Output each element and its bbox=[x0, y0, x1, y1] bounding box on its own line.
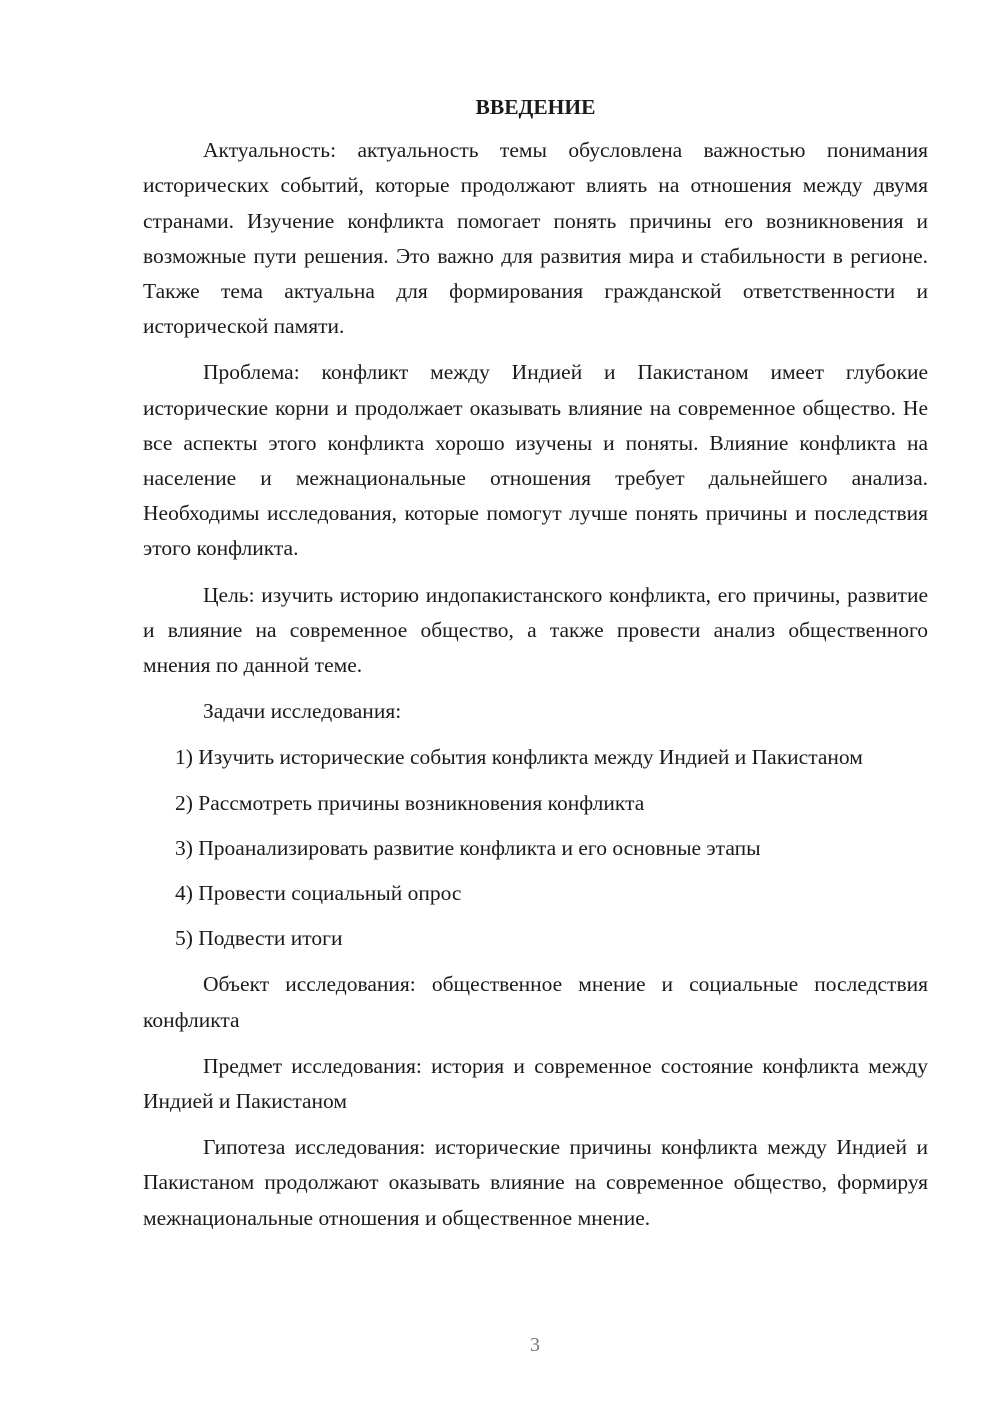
object-paragraph: Объект исследования: общественное мнение и социальные последствия конфликта bbox=[143, 972, 928, 1032]
relevance-paragraph: Актуальность: актуальность темы обусловлена важностью понимания исторических событий, которые продолжают влиять на отношения между двумя странами. Изучение конфликта помогает понять причины его возникновения и возможные пути решения. Это важно для развития мира и стабильности в регионе. Также тема актуальна для формирования гражданской ответственности и исторической памяти. bbox=[143, 138, 928, 339]
task-item: 3) Проанализировать развитие конфликта и его основные этапы bbox=[175, 835, 761, 860]
task-item: 2) Рассмотреть причины возникновения конфликта bbox=[175, 790, 645, 815]
problem-paragraph: Проблема: конфликт между Индией и Пакистаном имеет глубокие исторические корни и продолжает оказывать влияние на современное общество. Не все аспекты этого конфликта хорошо изучены и поняты. Влияние конфликта на население и межнациональные отношения требует дальнейшего анализа. Необходимы исследования, которые помогут лучше понять причины и последствия этого конфликта. bbox=[143, 360, 928, 561]
tasks-list bbox=[143, 740, 928, 956]
subject-paragraph: Предмет исследования: история и современное состояние конфликта между Индией и Пакистаном bbox=[143, 1053, 928, 1114]
task-item: 1) Изучить исторические события конфликта между Индией и Пакистаном bbox=[175, 745, 863, 770]
task-item: 4) Провести социальный опрос bbox=[175, 881, 462, 906]
task-item: 5) Подвести итоги bbox=[175, 926, 343, 951]
tasks-heading: Задачи исследования: bbox=[203, 699, 402, 724]
section-title: ВВЕДЕНИЕ bbox=[475, 95, 596, 119]
document-page bbox=[143, 90, 928, 1247]
hypothesis-paragraph: Гипотеза исследования: исторические причины конфликта между Индией и Пакистаном продолжают оказывать влияние на современное общество, формируя межнациональные отношения и общественное мнение. bbox=[143, 1135, 928, 1230]
page-number: 3 bbox=[530, 1334, 540, 1356]
goal-paragraph: Цель: изучить историю индопакистанского конфликта, его причины, развитие и влияние на современное общество, а также провести анализ общественного мнения по данной теме. bbox=[143, 582, 928, 678]
